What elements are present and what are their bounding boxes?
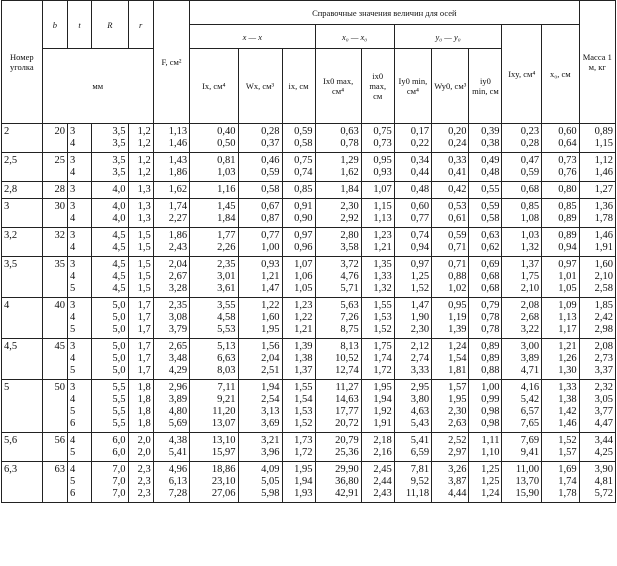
cell-x0: 0,73 0,76 xyxy=(542,153,580,182)
cell-ix0: 1,75 1,74 1,72 xyxy=(361,339,394,380)
cell-ix0: 1,15 1,13 xyxy=(361,199,394,228)
cell-b: 63 xyxy=(42,462,67,503)
cell-Wx: 0,93 1,21 1,47 xyxy=(238,257,282,298)
cell-Ixy: 1,37 1,75 2,10 xyxy=(502,257,542,298)
cell-iy0: 0,59 0,58 xyxy=(469,199,502,228)
cell-b: 45 xyxy=(42,339,67,380)
table-row xyxy=(2,257,616,298)
cell-ix0: 1,55 1,53 1,52 xyxy=(361,298,394,339)
cell-x0: 0,80 xyxy=(542,182,580,199)
cell-Ix0: 1,29 1,62 xyxy=(315,153,361,182)
cell-x0: 0,85 0,89 xyxy=(542,199,580,228)
cell-n: 5 xyxy=(2,380,43,433)
cell-R: 5,0 5,0 5,0 xyxy=(92,339,128,380)
cell-Ix0: 8,13 10,52 12,74 xyxy=(315,339,361,380)
cell-ix: 0,91 0,90 xyxy=(282,199,315,228)
cell-F: 4,38 5,41 xyxy=(153,433,189,462)
cell-Ix: 5,13 6,63 8,03 xyxy=(190,339,238,380)
cell-n: 5,6 xyxy=(2,433,43,462)
cell-F: 1,74 2,27 xyxy=(153,199,189,228)
header-x0: x₀, см xyxy=(542,25,580,124)
cell-ix: 0,59 0,58 xyxy=(282,124,315,153)
cell-r: 2,3 2,3 2,3 xyxy=(128,462,153,503)
cell-Ixy: 0,85 1,08 xyxy=(502,199,542,228)
cell-R: 7,0 7,0 7,0 xyxy=(92,462,128,503)
cell-Iy0: 0,17 0,22 xyxy=(394,124,431,153)
cell-t: 3 4 5 6 xyxy=(68,380,92,433)
cell-Iy0: 0,74 0,94 xyxy=(394,228,431,257)
cell-Iy0: 7,81 9,52 11,18 xyxy=(394,462,431,503)
header-mm: мм xyxy=(42,49,153,124)
cell-t: 4 5 6 xyxy=(68,462,92,503)
cell-Ix0: 29,90 36,80 42,91 xyxy=(315,462,361,503)
cell-x0: 0,89 0,94 xyxy=(542,228,580,257)
cell-r: 1,5 1,5 xyxy=(128,228,153,257)
cell-Ix: 2,35 3,01 3,61 xyxy=(190,257,238,298)
cell-n: 6,3 xyxy=(2,462,43,503)
cell-ix0: 1,07 xyxy=(361,182,394,199)
cell-iy0: 0,49 0,48 xyxy=(469,153,502,182)
cell-Ix0: 11,27 14,63 17,77 20,72 xyxy=(315,380,361,433)
cell-m: 3,44 4,25 xyxy=(579,433,615,462)
cell-Ix0: 0,63 0,78 xyxy=(315,124,361,153)
table-row xyxy=(2,199,616,228)
cell-Ixy: 11,00 13,70 15,90 xyxy=(502,462,542,503)
table-row xyxy=(2,380,616,433)
cell-iy0: 1,11 1,10 xyxy=(469,433,502,462)
cell-R: 3,5 3,5 xyxy=(92,124,128,153)
table-row xyxy=(2,339,616,380)
cell-Wy0: 0,20 0,24 xyxy=(432,124,469,153)
cell-F: 2,04 2,67 3,28 xyxy=(153,257,189,298)
cell-R: 5,5 5,5 5,5 5,5 xyxy=(92,380,128,433)
table-row xyxy=(2,182,616,199)
cell-ix: 0,85 xyxy=(282,182,315,199)
header-r: r xyxy=(128,1,153,49)
cell-t: 3 4 xyxy=(68,199,92,228)
cell-Ix: 13,10 15,97 xyxy=(190,433,238,462)
cell-Wy0: 2,52 2,97 xyxy=(432,433,469,462)
header-massa: Масса 1 м, кг xyxy=(579,1,615,124)
cell-m: 1,46 1,91 xyxy=(579,228,615,257)
cell-F: 1,62 xyxy=(153,182,189,199)
header-Ixy: Ixy, см⁴ xyxy=(502,25,542,124)
cell-x0: 1,52 1,57 xyxy=(542,433,580,462)
cell-b: 25 xyxy=(42,153,67,182)
cell-Wy0: 1,24 1,54 1,81 xyxy=(432,339,469,380)
cell-n: 4,5 xyxy=(2,339,43,380)
cell-R: 6,0 6,0 xyxy=(92,433,128,462)
cell-b: 28 xyxy=(42,182,67,199)
cell-Wy0: 0,33 0,41 xyxy=(432,153,469,182)
cell-m: 2,08 2,73 3,37 xyxy=(579,339,615,380)
cell-m: 3,90 4,81 5,72 xyxy=(579,462,615,503)
cell-Ixy: 1,03 1,32 xyxy=(502,228,542,257)
cell-n: 3 xyxy=(2,199,43,228)
cell-Ix0: 3,72 4,76 5,71 xyxy=(315,257,361,298)
table-row xyxy=(2,228,616,257)
cell-ix: 0,97 0,96 xyxy=(282,228,315,257)
cell-R: 4,0 xyxy=(92,182,128,199)
cell-F: 1,13 1,46 xyxy=(153,124,189,153)
cell-ix: 1,23 1,22 1,21 xyxy=(282,298,315,339)
cell-b: 40 xyxy=(42,298,67,339)
cell-Ixy: 0,47 0,59 xyxy=(502,153,542,182)
cell-F: 2,65 3,48 4,29 xyxy=(153,339,189,380)
cell-ix: 1,07 1,06 1,05 xyxy=(282,257,315,298)
cell-Wx: 1,22 1,60 1,95 xyxy=(238,298,282,339)
header-axis-xx: x — x xyxy=(190,25,315,49)
angle-steel-table xyxy=(1,0,616,503)
cell-ix0: 1,35 1,33 1,32 xyxy=(361,257,394,298)
cell-Wy0: 1,57 1,95 2,30 2,63 xyxy=(432,380,469,433)
cell-Ix: 7,11 9,21 11,20 13,07 xyxy=(190,380,238,433)
header-F: F, см² xyxy=(153,1,189,124)
cell-m: 1,60 2,10 2,58 xyxy=(579,257,615,298)
cell-Iy0: 0,60 0,77 xyxy=(394,199,431,228)
cell-Ixy: 0,68 xyxy=(502,182,542,199)
cell-ix0: 2,45 2,44 2,43 xyxy=(361,462,394,503)
cell-F: 2,96 3,89 4,80 5,69 xyxy=(153,380,189,433)
cell-Wy0: 0,53 0,61 xyxy=(432,199,469,228)
cell-t: 4 5 xyxy=(68,433,92,462)
cell-b: 32 xyxy=(42,228,67,257)
table-row xyxy=(2,153,616,182)
cell-Ixy: 4,16 5,42 6,57 7,65 xyxy=(502,380,542,433)
cell-Ix: 3,55 4,58 5,53 xyxy=(190,298,238,339)
cell-Ix0: 1,84 xyxy=(315,182,361,199)
cell-Ix0: 20,79 25,36 xyxy=(315,433,361,462)
cell-b: 56 xyxy=(42,433,67,462)
header-axis-x0: x₀ — x₀ xyxy=(315,25,394,49)
cell-R: 4,5 4,5 xyxy=(92,228,128,257)
cell-n: 4 xyxy=(2,298,43,339)
cell-r: 1,3 1,3 xyxy=(128,199,153,228)
cell-m: 2,32 3,05 3,77 4,47 xyxy=(579,380,615,433)
header-b: b xyxy=(42,1,67,49)
cell-Ix: 1,45 1,84 xyxy=(190,199,238,228)
cell-x0: 0,60 0,64 xyxy=(542,124,580,153)
cell-x0: 1,33 1,38 1,42 1,46 xyxy=(542,380,580,433)
cell-F: 1,43 1,86 xyxy=(153,153,189,182)
cell-Ix: 1,77 2,26 xyxy=(190,228,238,257)
header-R: R xyxy=(92,1,128,49)
cell-F: 1,86 2,43 xyxy=(153,228,189,257)
cell-R: 5,0 5,0 5,0 xyxy=(92,298,128,339)
cell-ix0: 0,95 0,93 xyxy=(361,153,394,182)
cell-Iy0: 0,97 1,25 1,52 xyxy=(394,257,431,298)
header-axis-y0: y₀ — y₀ xyxy=(394,25,502,49)
cell-r: 1,7 1,7 1,7 xyxy=(128,339,153,380)
cell-b: 50 xyxy=(42,380,67,433)
cell-Wx: 0,28 0,37 xyxy=(238,124,282,153)
cell-n: 2 xyxy=(2,124,43,153)
header-ix: ix, см xyxy=(282,49,315,124)
cell-Ix: 1,16 xyxy=(190,182,238,199)
cell-t: 3 4 xyxy=(68,124,92,153)
cell-Iy0: 2,95 3,80 4,63 5,43 xyxy=(394,380,431,433)
cell-Wx: 1,94 2,54 3,13 3,69 xyxy=(238,380,282,433)
cell-iy0: 0,63 0,62 xyxy=(469,228,502,257)
cell-Ix: 0,40 0,50 xyxy=(190,124,238,153)
cell-R: 3,5 3,5 xyxy=(92,153,128,182)
cell-t: 3 4 xyxy=(68,153,92,182)
cell-m: 0,89 1,15 xyxy=(579,124,615,153)
cell-m: 1,85 2,42 2,98 xyxy=(579,298,615,339)
cell-F: 4,96 6,13 7,28 xyxy=(153,462,189,503)
cell-n: 3,2 xyxy=(2,228,43,257)
cell-Wy0: 0,59 0,71 xyxy=(432,228,469,257)
header-Ix0: Ix0 max, см⁴ xyxy=(315,49,361,124)
header-nomer: Номер уголка xyxy=(2,1,43,124)
cell-Iy0: 1,47 1,90 2,30 xyxy=(394,298,431,339)
cell-m: 1,36 1,78 xyxy=(579,199,615,228)
cell-Wx: 0,58 xyxy=(238,182,282,199)
cell-Ixy: 0,23 0,28 xyxy=(502,124,542,153)
cell-Ix0: 2,30 2,92 xyxy=(315,199,361,228)
cell-iy0: 0,79 0,78 0,78 xyxy=(469,298,502,339)
cell-Wy0: 3,26 3,87 4,44 xyxy=(432,462,469,503)
table-row xyxy=(2,298,616,339)
cell-n: 3,5 xyxy=(2,257,43,298)
cell-Wx: 1,56 2,04 2,51 xyxy=(238,339,282,380)
cell-Wx: 0,67 0,87 xyxy=(238,199,282,228)
cell-iy0: 0,69 0,68 0,68 xyxy=(469,257,502,298)
header-ix0: ix0 max, см xyxy=(361,49,394,124)
cell-Ix: 18,86 23,10 27,06 xyxy=(190,462,238,503)
cell-ix0: 1,23 1,21 xyxy=(361,228,394,257)
cell-Wy0: 0,71 0,88 1,02 xyxy=(432,257,469,298)
cell-iy0: 1,25 1,25 1,24 xyxy=(469,462,502,503)
cell-Ix: 0,81 1,03 xyxy=(190,153,238,182)
cell-ix0: 1,95 1,94 1,92 1,91 xyxy=(361,380,394,433)
table-row xyxy=(2,124,616,153)
cell-m: 1,27 xyxy=(579,182,615,199)
header-Ix: Ix, см⁴ xyxy=(190,49,238,124)
cell-t: 3 4 5 xyxy=(68,339,92,380)
header-iy0: iy0 min, см xyxy=(469,49,502,124)
table-row xyxy=(2,462,616,503)
cell-Wx: 4,09 5,05 5,98 xyxy=(238,462,282,503)
cell-Ix0: 5,63 7,26 8,75 xyxy=(315,298,361,339)
cell-iy0: 1,00 0,99 0,98 0,98 xyxy=(469,380,502,433)
table-row xyxy=(2,433,616,462)
header-ref-title: Справочные значения величин для осей xyxy=(190,1,579,25)
cell-iy0: 0,39 0,38 xyxy=(469,124,502,153)
cell-ix: 1,55 1,54 1,53 1,52 xyxy=(282,380,315,433)
cell-Ixy: 3,00 3,89 4,71 xyxy=(502,339,542,380)
cell-m: 1,12 1,46 xyxy=(579,153,615,182)
cell-x0: 1,21 1,26 1,30 xyxy=(542,339,580,380)
cell-r: 2,0 2,0 xyxy=(128,433,153,462)
cell-x0: 0,97 1,01 1,05 xyxy=(542,257,580,298)
cell-ix: 0,75 0,74 xyxy=(282,153,315,182)
cell-iy0: 0,55 xyxy=(469,182,502,199)
header-t: t xyxy=(68,1,92,49)
cell-Iy0: 0,48 xyxy=(394,182,431,199)
cell-R: 4,0 4,0 xyxy=(92,199,128,228)
cell-ix0: 2,18 2,16 xyxy=(361,433,394,462)
cell-b: 20 xyxy=(42,124,67,153)
cell-r: 1,3 xyxy=(128,182,153,199)
cell-iy0: 0,89 0,89 0,88 xyxy=(469,339,502,380)
cell-Iy0: 2,12 2,74 3,33 xyxy=(394,339,431,380)
cell-x0: 1,09 1,13 1,17 xyxy=(542,298,580,339)
cell-t: 3 4 5 xyxy=(68,257,92,298)
cell-ix: 1,39 1,38 1,37 xyxy=(282,339,315,380)
header-Wx: Wx, см³ xyxy=(238,49,282,124)
cell-ix: 1,73 1,72 xyxy=(282,433,315,462)
cell-r: 1,7 1,7 1,7 xyxy=(128,298,153,339)
cell-Wx: 0,46 0,59 xyxy=(238,153,282,182)
cell-Iy0: 0,34 0,44 xyxy=(394,153,431,182)
cell-Ixy: 2,08 2,68 3,22 xyxy=(502,298,542,339)
cell-ix: 1,95 1,94 1,93 xyxy=(282,462,315,503)
cell-F: 2,35 3,08 3,79 xyxy=(153,298,189,339)
cell-R: 4,5 4,5 4,5 xyxy=(92,257,128,298)
cell-ix0: 0,75 0,73 xyxy=(361,124,394,153)
cell-n: 2,8 xyxy=(2,182,43,199)
cell-Iy0: 5,41 6,59 xyxy=(394,433,431,462)
cell-Ix0: 2,80 3,58 xyxy=(315,228,361,257)
cell-b: 35 xyxy=(42,257,67,298)
cell-t: 3 xyxy=(68,182,92,199)
header-Wy0: Wy0, см³ xyxy=(432,49,469,124)
cell-Wy0: 0,95 1,19 1,39 xyxy=(432,298,469,339)
cell-x0: 1,69 1,74 1,78 xyxy=(542,462,580,503)
cell-t: 3 4 5 xyxy=(68,298,92,339)
cell-r: 1,8 1,8 1,8 1,8 xyxy=(128,380,153,433)
cell-Ixy: 7,69 9,41 xyxy=(502,433,542,462)
cell-r: 1,2 1,2 xyxy=(128,124,153,153)
cell-Wx: 3,21 3,96 xyxy=(238,433,282,462)
cell-n: 2,5 xyxy=(2,153,43,182)
cell-t: 3 4 xyxy=(68,228,92,257)
header-Iy0: Iy0 min, см⁴ xyxy=(394,49,431,124)
cell-Wy0: 0,42 xyxy=(432,182,469,199)
cell-Wx: 0,77 1,00 xyxy=(238,228,282,257)
cell-r: 1,2 1,2 xyxy=(128,153,153,182)
cell-b: 30 xyxy=(42,199,67,228)
cell-r: 1,5 1,5 1,5 xyxy=(128,257,153,298)
